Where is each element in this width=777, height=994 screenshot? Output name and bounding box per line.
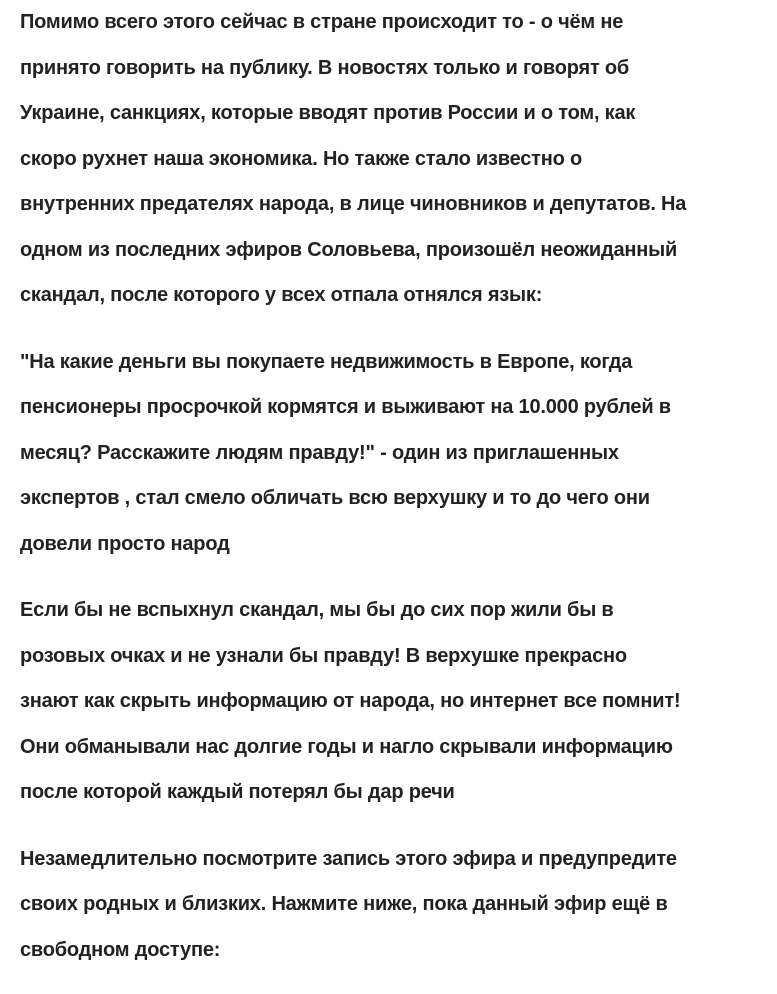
text-line: Помимо всего этого сейчас в стране происходит то - о чём не (20, 11, 624, 33)
text-line: месяц? Расскажите людям правду!" - один из приглашенных (20, 441, 619, 464)
text-line: Они обманывали нас долгие годы и нагло скрывали информацию (20, 735, 673, 758)
text-line: одном из последних эфиров Соловьева, произошёл неожиданный (20, 238, 678, 261)
text-line: Украине, санкциях, которые вводят против России и о том, как (20, 102, 636, 124)
paragraph-scandal (20, 588, 772, 816)
text-line: внутренних предателях народа, в лице чиновников и депутатов. На (20, 193, 687, 215)
text-line: после которой каждый потерял бы дар речи (20, 781, 455, 803)
text-line: довели просто народ (20, 532, 230, 555)
text-line: Незамедлительно посмотрите запись этого эфира и предупредите (20, 847, 677, 870)
text-line: знают как скрыть информацию от народа, но интернет все помнит! (20, 690, 681, 712)
text-line: принято говорить на публику. В новостях только и говорят об (20, 56, 630, 79)
article-body (20, 0, 772, 994)
paragraph-intro (20, 0, 772, 319)
text-line: свободном доступе: (20, 938, 221, 961)
text-line: экспертов , стал смело обличать всю верхушку и то до чего они (20, 487, 650, 509)
paragraph-call-to-action (20, 837, 772, 974)
text-line: скандал, после которого у всех отпала отнялся язык: (20, 284, 543, 306)
text-line: Если бы не вспыхнул скандал, мы бы до сих пор жили бы в (20, 599, 614, 621)
text-line: пенсионеры просрочкой кормятся и выживают на 10.000 рублей в (20, 396, 671, 418)
text-line: "На какие деньги вы покупаете недвижимость в Европе, когда (20, 350, 633, 373)
text-line: розовых очках и не узнали бы правду! В верхушке прекрасно (20, 644, 627, 667)
paragraph-quote (20, 340, 772, 568)
text-line: своих родных и близких. Нажмите ниже, пока данный эфир ещё в (20, 893, 668, 915)
text-line: скоро рухнет наша экономика. Но также стало известно о (20, 147, 583, 170)
